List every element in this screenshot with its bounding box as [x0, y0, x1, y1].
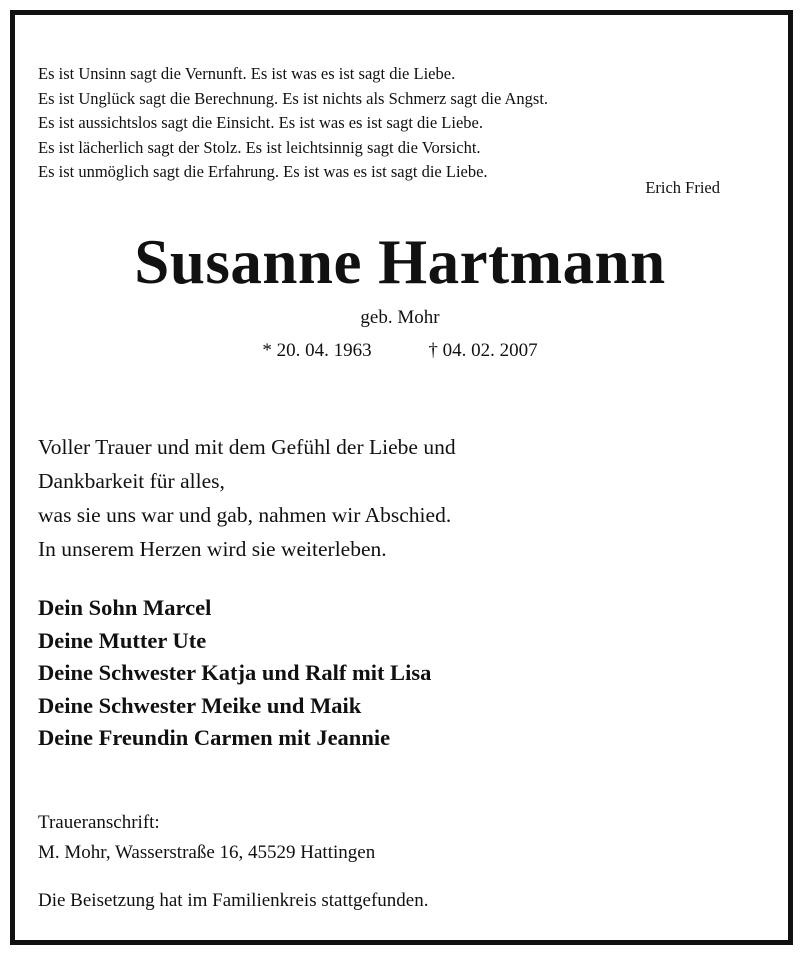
poem-line: Es ist Unsinn sagt die Vernunft. Es ist was es ist sagt die Liebe. [38, 64, 456, 83]
address-label: Traueranschrift: [38, 812, 160, 833]
poem-quote [38, 62, 738, 185]
burial-note: Die Beisetzung hat im Familienkreis stattgefunden. [38, 890, 429, 911]
address-value: M. Mohr, Wasserstraße 16, 45529 Hattingen [38, 842, 376, 863]
poem-author: Erich Fried [645, 178, 720, 197]
family-member: Deine Schwester Meike und Maik [38, 692, 362, 718]
family-member: Deine Schwester Katja und Ralf mit Lisa [38, 660, 432, 685]
maiden-name: geb. Mohr [360, 307, 440, 328]
family-list [38, 592, 738, 755]
message-line: In unserem Herzen wird sie weiterleben. [38, 537, 387, 561]
family-member: Deine Mutter Ute [38, 627, 207, 653]
family-member: Deine Freundin Carmen mit Jeannie [38, 725, 391, 750]
mourning-address [38, 808, 738, 868]
death-date: † 04. 02. 2007 [428, 340, 538, 361]
message-line: Voller Trauer und mit dem Gefühl der Liebe und [38, 435, 456, 459]
deceased-name: Susanne Hartmann [134, 227, 666, 297]
message-line: was sie uns war und gab, nahmen wir Abschied. [38, 503, 452, 527]
life-dates [0, 340, 800, 362]
poem-line: Es ist Unglück sagt die Berechnung. Es ist nichts als Schmerz sagt die Angst. [38, 88, 549, 108]
family-member: Dein Sohn Marcel [38, 595, 212, 620]
poem-line: Es ist unmöglich sagt die Erfahrung. Es ist was es ist sagt die Liebe. [38, 162, 488, 181]
birth-date: * 20. 04. 1963 [262, 340, 372, 361]
mourning-message [38, 430, 738, 566]
poem-line: Es ist lächerlich sagt der Stolz. Es ist leichtsinnig sagt die Vorsicht. [38, 137, 481, 157]
message-line: Dankbarkeit für alles, [38, 469, 225, 493]
poem-line: Es ist aussichtslos sagt die Einsicht. Es ist was es ist sagt die Liebe. [38, 113, 483, 132]
